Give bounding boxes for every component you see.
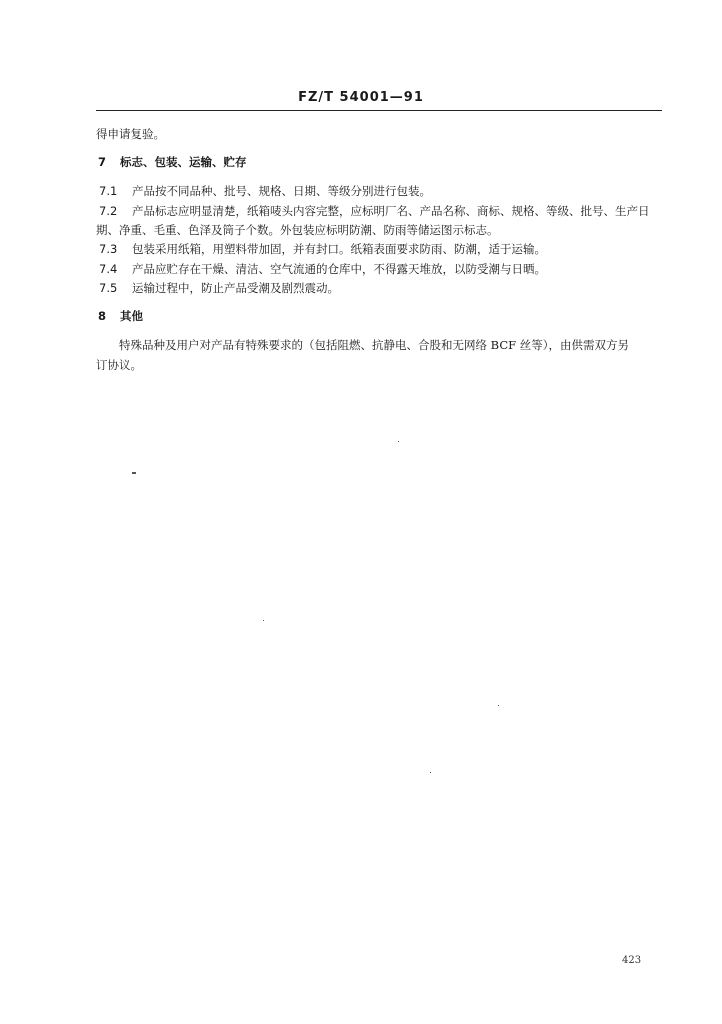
clause-7-3 xyxy=(99,242,546,256)
clause-7-4-number: 7.4 xyxy=(99,262,118,276)
section-8-paragraph-line-2: 订协议。 xyxy=(96,358,142,372)
section-8-heading xyxy=(98,309,143,323)
clause-7-2-number: 7.2 xyxy=(99,204,118,218)
section-8-title: 其他 xyxy=(120,309,143,323)
section-7-title: 标志、包装、运输、贮存 xyxy=(120,155,247,169)
scan-speck xyxy=(498,705,499,706)
clause-7-2 xyxy=(99,204,650,218)
page-number: 423 xyxy=(622,955,642,966)
scan-speck xyxy=(263,620,264,621)
standard-code-header: FZ/T 54001—91 xyxy=(298,90,424,105)
clause-7-3-number: 7.3 xyxy=(99,242,118,256)
clause-7-5-number: 7.5 xyxy=(99,281,118,295)
section-7-heading xyxy=(98,155,247,169)
header-rule xyxy=(96,110,662,111)
clause-7-1-number: 7.1 xyxy=(99,184,118,198)
clause-7-4-text: 产品应贮存在干燥、清洁、空气流通的仓库中，不得露天堆放，以防受潮与日晒。 xyxy=(132,262,546,276)
clause-7-2-continuation: 期、净重、毛重、色泽及筒子个数。外包装应标明防潮、防雨等储运图示标志。 xyxy=(96,223,499,237)
scan-speck xyxy=(430,772,431,773)
scan-speck xyxy=(132,472,136,474)
clause-7-3-text: 包装采用纸箱，用塑料带加固，并有封口。纸箱表面要求防雨、防潮，适于运输。 xyxy=(132,242,546,256)
scan-speck xyxy=(398,441,399,442)
clause-7-4 xyxy=(99,262,546,276)
section-7-number: 7 xyxy=(98,155,107,169)
clause-7-5 xyxy=(99,281,339,295)
clause-7-1-text: 产品按不同品种、批号、规格、日期、等级分别进行包装。 xyxy=(132,184,431,198)
clause-7-1 xyxy=(99,184,431,198)
clause-7-2-text: 产品标志应明显清楚，纸箱唛头内容完整，应标明厂名、产品名称、商标、规格、等级、批号、生产日 xyxy=(132,204,650,218)
section-8-number: 8 xyxy=(98,309,107,323)
section-8-paragraph-line-1: 特殊品种及用户对产品有特殊要求的（包括阻燃、抗静电、合股和无网络 BCF 丝等），由供需双方另 xyxy=(119,338,629,352)
carryover-text: 得申请复验。 xyxy=(96,127,165,141)
clause-7-5-text: 运输过程中，防止产品受潮及剧烈震动。 xyxy=(132,281,339,295)
